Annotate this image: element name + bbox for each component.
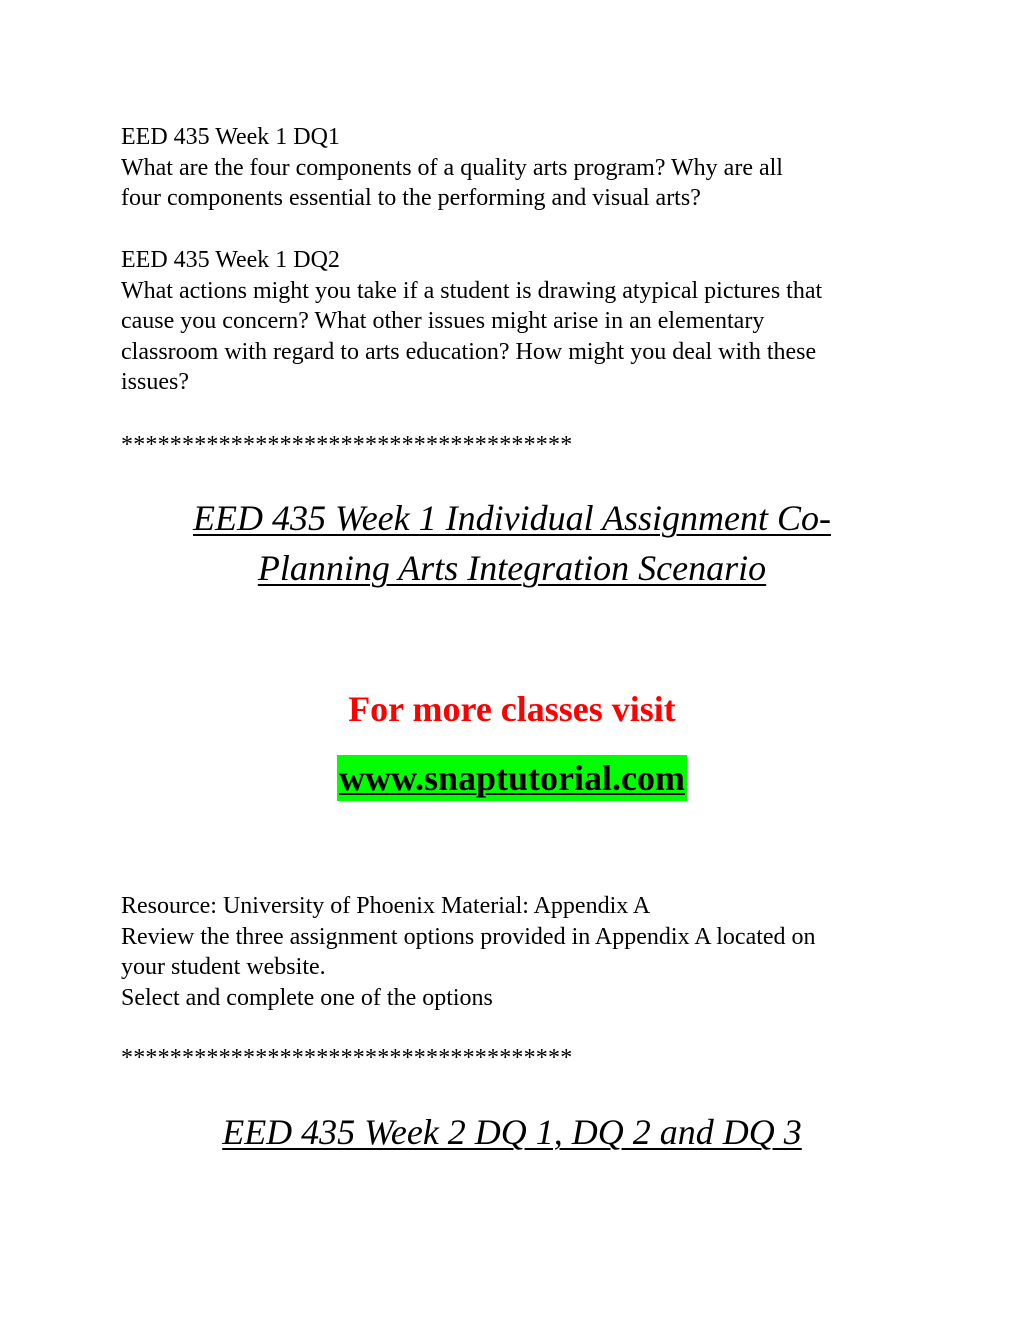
dq2-question-line: classroom with regard to arts education? How might you deal with these — [121, 338, 817, 365]
dq1-section — [121, 122, 921, 214]
separator-stars: ************************************* — [121, 1045, 573, 1071]
dq1-question-line: What are the four components of a quality arts program? Why are all — [121, 154, 783, 181]
assignment-heading-line: Planning Arts Integration Scenario — [257, 548, 767, 588]
resource-line: your student website. — [121, 954, 326, 980]
dq2-question-line: cause you concern? What other issues might arise in an elementary — [121, 308, 765, 334]
snaptutorial-link[interactable]: www.snaptutorial.com — [337, 755, 687, 801]
dq2-question-line: What actions might you take if a student is drawing atypical pictures that — [121, 277, 823, 304]
assignment-heading-line: EED 435 Week 1 Individual Assignment Co- — [193, 498, 831, 538]
resource-line: Select and complete one of the options — [121, 984, 493, 1011]
dq2-question-line: issues? — [121, 369, 189, 395]
dq2-section — [121, 245, 921, 398]
assignment-heading — [0, 493, 1024, 593]
promo-link-wrap — [0, 755, 1024, 801]
dq1-question-line: four components essential to the performing and visual arts? — [121, 185, 701, 211]
resource-section — [121, 891, 921, 1013]
dq2-title: EED 435 Week 1 DQ2 — [121, 247, 340, 273]
separator-stars: ************************************* — [121, 432, 573, 458]
week2-heading-text: EED 435 Week 2 DQ 1, DQ 2 and DQ 3 — [222, 1112, 802, 1152]
week2-heading — [0, 1107, 1024, 1157]
dq1-title: EED 435 Week 1 DQ1 — [121, 124, 340, 150]
resource-line: Resource: University of Phoenix Material: Appendix A — [121, 893, 651, 919]
resource-line: Review the three assignment options provided in Appendix A located on — [121, 923, 816, 950]
promo-text: For more classes visit — [348, 689, 676, 729]
